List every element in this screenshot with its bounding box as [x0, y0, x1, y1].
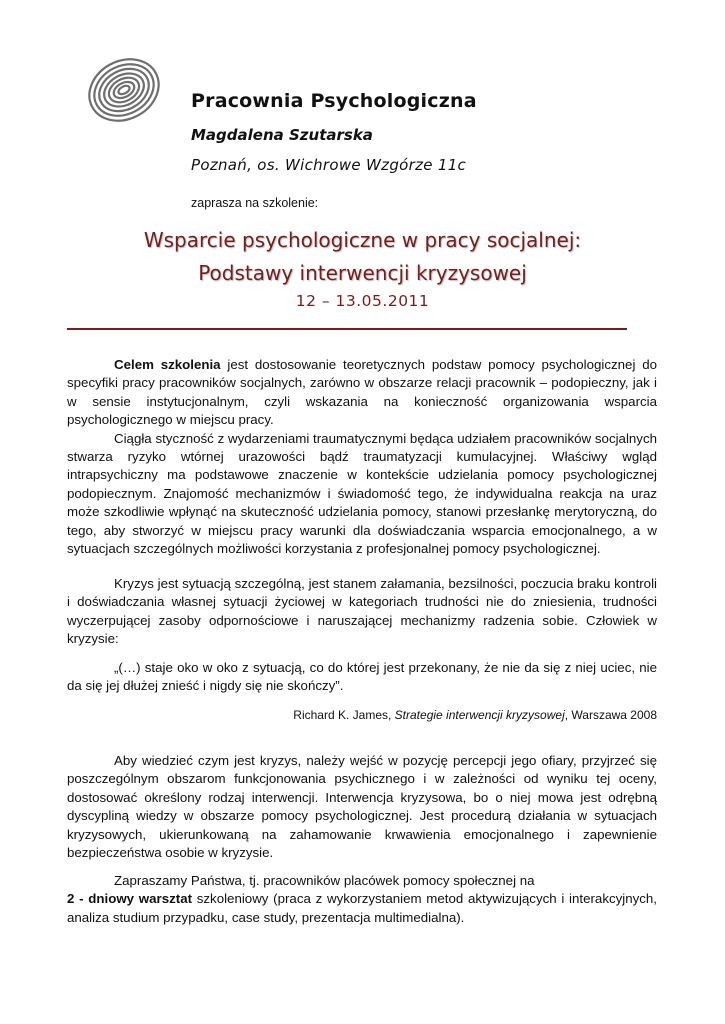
fingerprint-icon: [80, 54, 164, 130]
invitation-line1: Zapraszamy Państwa, tj. pracowników placówek pomocy społecznej na: [114, 873, 535, 888]
quote-block: [67, 659, 657, 696]
invitation-rest: szkoleniowy (praca z wykorzystaniem metod aktywizujących i interakcyjnych, analiza studium przypadku, case study, prezentacja multimedialna).: [67, 891, 657, 925]
training-dates: 12 – 13.05.2011: [295, 292, 430, 310]
goal-bold-label: Celem szkolenia: [114, 357, 221, 372]
paragraph-goal: [67, 356, 657, 558]
paragraph-trauma: Ciągła styczność z wydarzeniami traumatycznymi będąca udziałem pracowników socjalnych stwarza ryzyko wtórnej urazowości bądź traumatyzacji kumulacyjnej. Właściwy wgląd intrapsychiczny ma podstawowe znaczenie w kontekście udzielania pomocy psychologicznej podopiecznym. Znajomość mechanizmów i świadomość tego, że indywidualna reakcja na uraz może szkodliwie wpłynąć na skuteczność udzielania pomocy, stanowi przesłankę merytoryczną, do tego, aby stworzyć w miejscu pracy warunki dla doświadczania wsparcia emocjonalnego, a w sytuacjach szczególnych możliwości korzystania z profesjonalnej pomocy psychologicznej.: [67, 430, 657, 557]
crisis-text: Kryzys jest sytuacją szczególną, jest stanem załamania, bezsilności, poczucia braku kontroli i doświadczania własnej sytuacji życiowej w kategoriach trudności nie do zniesienia, trudności wyczerpującej zasoby odpornościowe i naruszającej mechanizmy radzenia sobie. Człowiek w kryzysie:: [67, 576, 657, 647]
goal-text: jest dostosowanie teoretycznych podstaw pomocy psychologicznej do specyfiki pracy pracowników socjalnych, zarówno w obszarze relacji pracownik – podopieczny, jak i w sensie instytucjonalnym, czyli wskazania na konieczność organizowania wsparcia psychologicznego w miejscu pracy.: [67, 357, 657, 428]
paragraph-invitation: [67, 872, 657, 927]
source-author: Richard K. James,: [293, 708, 395, 722]
source-title: Strategie interwencji kryzysowej: [394, 708, 565, 722]
org-address: Poznań, os. Wichrowe Wzgórze 11c: [191, 156, 467, 174]
source-tail: , Warszawa 2008: [564, 708, 657, 722]
intervention-text: Aby wiedzieć czym jest kryzys, należy wejść w pozycję percepcji jego ofiary, przyjrzeć się poszczególnym obszarom funkcjonowania psychicznego i w zależności od wyniku tej oceny, dostosować określony rodzaj interwencji. Interwencja kryzysowa, bo o niej mowa jest odrębną dyscypliną wiedzy w obszarze pomocy psychologicznej. Jest procedurą działania w sytuacjach kryzysowych, ukierunkowaną na zahamowanie krwawienia emocjonalnego i zapewnienie bezpieczeństwa osobie w kryzysie.: [67, 753, 657, 861]
org-name: Pracownia Psychologiczna: [191, 90, 477, 112]
training-title-line2: Podstawy interwencji kryzysowej: [198, 261, 527, 285]
invite-text: zaprasza na szkolenie:: [191, 196, 319, 210]
org-person: Magdalena Szutarska: [191, 126, 373, 144]
title-divider: [67, 328, 627, 330]
paragraph-intervention: [67, 752, 657, 862]
quote-source: [67, 706, 657, 724]
paragraph-crisis: [67, 575, 657, 649]
workshop-bold-label: 2 - dniowy warsztat: [67, 891, 193, 907]
quote-text: „(…) staje oko w oko z sytuacją, co do której jest przekonany, że nie da się z niej uciec, nie da się jej dłużej znieść i nigdy się nie skończy”.: [67, 660, 657, 694]
training-title-line1: Wsparcie psychologiczne w pracy socjalnej:: [143, 228, 582, 252]
